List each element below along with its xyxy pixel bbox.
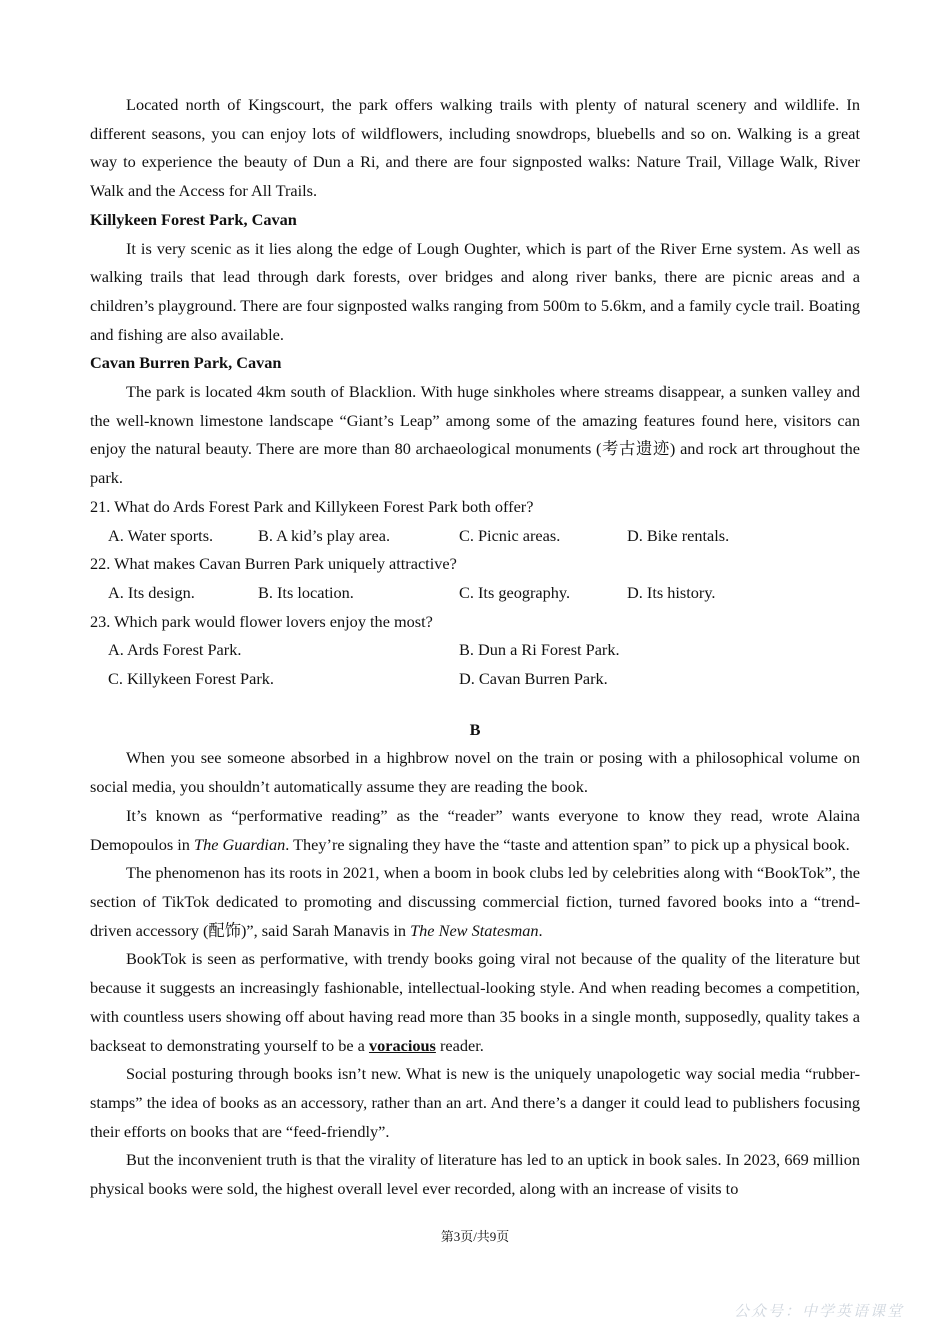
option-c: C. Its geography. — [459, 582, 571, 602]
question-21-options — [90, 522, 860, 551]
option-b: B. Dun a Ri Forest Park. — [459, 640, 620, 660]
passage-b-paragraph-6: But the inconvenient truth is that the virality of literature has led to an uptick in book sales. In 2023, 669 million physical books were sold, the highest overall level ever recorded, along with an increase of visits to — [90, 1150, 860, 1199]
question-23-options-row2 — [90, 665, 860, 694]
section-b-label: B — [469, 719, 481, 739]
passage-b-paragraph-3: The phenomenon has its roots in 2021, when a boom in book clubs led by celebrities along with “BookTok”, the section of TikTok dedicated to promoting and discussing commercial fiction, turned favored books into a “trend-driven accessory (配饰)”, said Sarah Manavis in The New Statesman. — [90, 863, 860, 940]
option-c: C. Killykeen Forest Park. — [108, 669, 274, 689]
passage-b-paragraph-4: BookTok is seen as performative, with trendy books going viral not because of the quality of the literature but because it suggests an increasingly fashionable, intellectual-looking style. And when reading becomes a competition, with countless users showing off about having read more than 35 books in a single month, supposedly, quality takes a backseat to demonstrating yourself to be a voracious reader. — [90, 949, 860, 1055]
option-b: B. A kid’s play area. — [258, 525, 391, 545]
question-23-stem: 23. Which park would flower lovers enjoy the most? — [90, 611, 433, 631]
document-page — [90, 91, 860, 1204]
killykeen-paragraph: It is very scenic as it lies along the edge of Lough Oughter, which is part of the River Erne system. As well as walking trails that lead through dark forests, over bridges and along river banks, there are picnic areas and a children’s playground. There are four signposted walks ranging from 500m to 5.6km, and a family cycle trail. Boating and fishing are also available. — [90, 238, 860, 344]
option-d: D. Bike rentals. — [627, 525, 730, 545]
option-d: D. Its history. — [627, 582, 716, 602]
new-statesman-title: The New Statesman — [410, 920, 539, 940]
burren-paragraph: The park is located 4km south of Blacklion. With huge sinkholes where streams disappear, a sunken valley and the well-known limestone landscape “Giant’s Leap” among some of the amazing features found here, visitors can enjoy the natural beauty. There are more than 80 archaeological monuments (考古遗迹) and rock art throughout the park. — [90, 382, 860, 488]
question-21-stem: 21. What do Ards Forest Park and Killykeen Forest Park both offer? — [90, 496, 534, 516]
question-22-stem: 22. What makes Cavan Burren Park uniquely attractive? — [90, 554, 457, 574]
option-a: A. Its design. — [108, 582, 195, 602]
question-23-options-row1 — [90, 636, 860, 665]
option-a: A. Water sports. — [108, 525, 214, 545]
passage-b-paragraph-5: Social posturing through books isn’t new. What is new is the uniquely unapologetic way social media “rubber-stamps” the idea of books as an accessory, rather than an art. And there’s a danger it could lead to publishers focusing their efforts on books that are “feed-friendly”. — [90, 1064, 860, 1141]
passage-b-paragraph-2: It’s known as “performative reading” as the “reader” wants everyone to know they read, wrote Alaina Demopoulos in The Guardian. They’re signaling they have the “taste and attention span” to pick up a physical book. — [90, 805, 860, 854]
question-22-options — [90, 579, 860, 608]
underlined-word: voracious — [368, 1035, 436, 1055]
option-b: B. Its location. — [258, 582, 354, 602]
option-c: C. Picnic areas. — [459, 525, 561, 545]
passage-b-paragraph-1: When you see someone absorbed in a highbrow novel on the train or posing with a philosophical volume on social media, you shouldn’t automatically assume they are reading the book. — [90, 748, 860, 797]
watermark: 公众号：中学英语课堂 — [733, 1302, 904, 1320]
page-number: 第3页/共9页 — [440, 1229, 510, 1244]
option-d: D. Cavan Burren Park. — [459, 669, 608, 689]
burren-heading: Cavan Burren Park, Cavan — [90, 353, 282, 373]
option-a: A. Ards Forest Park. — [108, 640, 242, 660]
guardian-title: The Guardian — [194, 834, 286, 854]
dunari-paragraph: Located north of Kingscourt, the park offers walking trails with plenty of natural scenery and wildlife. In different seasons, you can enjoy lots of wildflowers, including snowdrops, bluebells and so on. Walking is a great way to experience the beauty of Dun a Ri, and there are four signposted walks: Nature Trail, Village Walk, River Walk and the Access for All Trails. — [90, 95, 860, 201]
killykeen-heading: Killykeen Forest Park, Cavan — [90, 209, 297, 229]
